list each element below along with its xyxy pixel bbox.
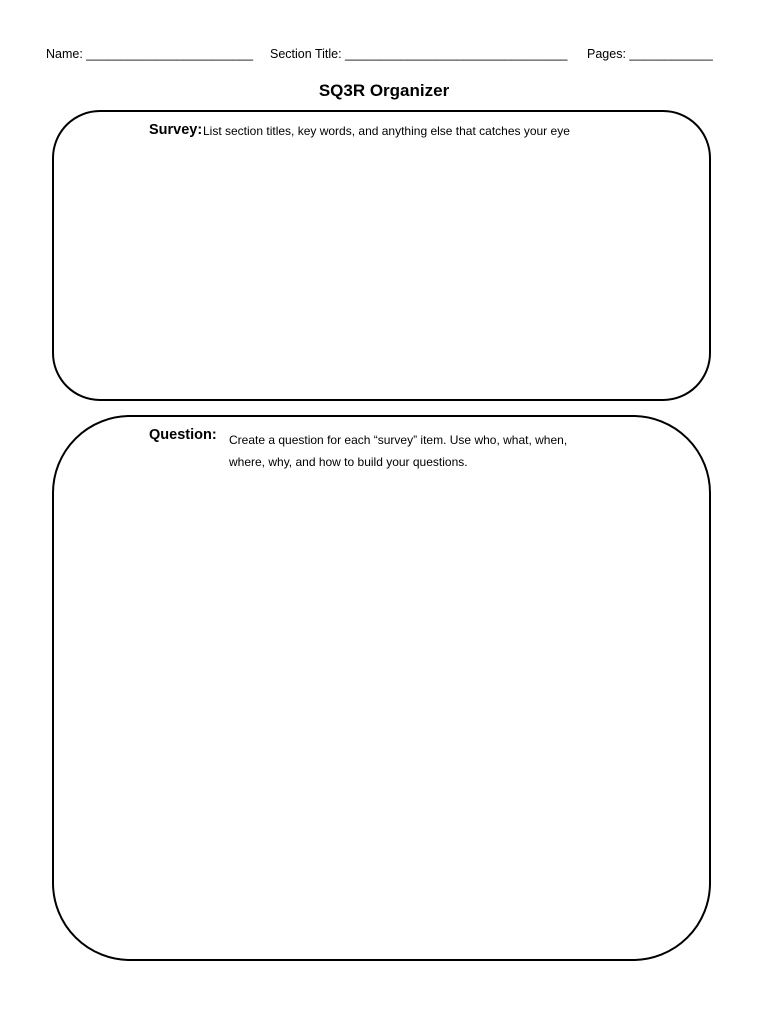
survey-box[interactable]	[52, 110, 711, 401]
question-heading: Question:	[149, 427, 217, 443]
question-instruction-line-1: Create a question for each “survey” item. Use who, what, when,	[229, 433, 568, 447]
survey-heading: Survey:	[149, 122, 203, 138]
page-title: SQ3R Organizer	[318, 81, 450, 100]
question-instruction	[229, 429, 567, 473]
name-field[interactable]: Name: ________________________	[46, 47, 254, 61]
question-instruction-line-2: where, why, and how to build your questions.	[229, 455, 468, 469]
section-title-field[interactable]: Section Title: ________________________________	[270, 47, 568, 61]
pages-field[interactable]: Pages: ____________	[587, 47, 713, 61]
question-box[interactable]	[52, 415, 711, 961]
survey-instruction: List section titles, key words, and anything else that catches your eye	[203, 124, 570, 138]
